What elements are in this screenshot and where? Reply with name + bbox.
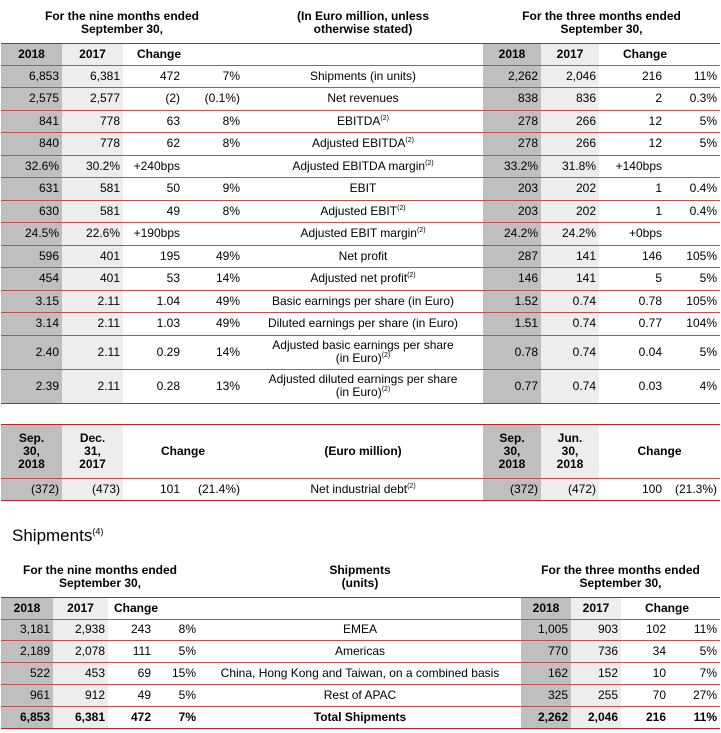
table-row — [1, 641, 720, 663]
col-sep-2018: Sep. 30, 2018 — [1, 425, 62, 479]
cell: 30.2% — [62, 155, 123, 178]
cell: 32.6% — [1, 155, 62, 178]
label-text: Adjusted basic earnings per share — [272, 338, 454, 352]
table-row — [1, 200, 720, 223]
cell: 49% — [183, 245, 243, 268]
cell: 840 — [1, 133, 62, 156]
cell: (372) — [483, 479, 541, 501]
cell: 5% — [665, 268, 720, 291]
cell: 631 — [1, 178, 62, 201]
cell: 5% — [665, 335, 720, 369]
cell: 8% — [183, 110, 243, 133]
cell: 0.4% — [665, 200, 720, 223]
footnote: (2) — [405, 137, 414, 145]
label-text: Adjusted diluted earnings per share — [268, 372, 458, 386]
cell: 105% — [665, 245, 720, 268]
cell: (0.1%) — [183, 88, 243, 111]
table-row — [1, 313, 720, 336]
shipments-heading — [12, 526, 103, 546]
cell: 49% — [183, 313, 243, 336]
col-2017: 2017 — [62, 43, 123, 65]
cell: 401 — [62, 245, 123, 268]
label-text: Basic earnings per share (in Euro) — [271, 293, 455, 308]
cell: 34 — [621, 641, 669, 663]
cell: 2.11 — [62, 369, 123, 403]
cell: 6,381 — [53, 706, 108, 728]
footnote: (2) — [381, 386, 391, 393]
col-change: Change — [123, 43, 243, 65]
cell: 22.6% — [62, 223, 123, 246]
cell: 255 — [571, 684, 621, 706]
label-text-2: (in Euro) — [335, 385, 382, 399]
row-label — [199, 619, 521, 641]
cell: 0.74 — [541, 313, 599, 336]
col-2018: 2018 — [1, 43, 62, 65]
cell: (21.3%) — [665, 479, 720, 501]
row-label — [243, 313, 483, 336]
table-row — [1, 178, 720, 201]
table-row — [1, 110, 720, 133]
cell: 10 — [621, 663, 669, 685]
cell: 12 — [599, 133, 665, 156]
cell: 14% — [183, 335, 243, 369]
col-2017: 2017 — [53, 597, 108, 619]
cell: 243 — [108, 619, 154, 641]
label-text: EBIT — [349, 181, 377, 196]
cell: 7% — [183, 65, 243, 88]
cell: 141 — [541, 245, 599, 268]
cell: 5% — [665, 110, 720, 133]
cell: 454 — [1, 268, 62, 291]
cell: 141 — [541, 268, 599, 291]
cell: 0.04 — [599, 335, 665, 369]
cell: 0.77 — [599, 313, 665, 336]
cell: 24.5% — [1, 223, 62, 246]
footnote: (2) — [407, 483, 416, 490]
label-text: Americas — [334, 644, 385, 659]
cell: 33.2% — [483, 155, 541, 178]
cell: 325 — [521, 684, 571, 706]
cell: 0.78 — [599, 290, 665, 313]
row-label — [199, 641, 521, 663]
row-label — [199, 706, 521, 728]
cell: 581 — [62, 200, 123, 223]
cell: 202 — [541, 178, 599, 201]
cell: 6,853 — [1, 65, 62, 88]
label-text: Adjusted net profit — [310, 271, 408, 286]
cell: 841 — [1, 110, 62, 133]
cell: 9% — [183, 178, 243, 201]
cell: 0.4% — [665, 178, 720, 201]
cell: 203 — [483, 178, 541, 201]
cell — [183, 223, 243, 246]
table-row — [1, 65, 720, 88]
cell: 2,262 — [521, 706, 571, 728]
cell: 778 — [62, 110, 123, 133]
cell: 472 — [123, 65, 183, 88]
label-text: Adjusted EBITDA — [312, 136, 406, 151]
cell: 0.74 — [541, 369, 599, 403]
cell: 0.74 — [541, 290, 599, 313]
label-text: Net profit — [338, 248, 388, 263]
col-change: Change — [108, 597, 199, 619]
table-row — [1, 268, 720, 291]
table-row — [1, 335, 720, 369]
cell: 4% — [665, 369, 720, 403]
row-label — [243, 110, 483, 133]
table-row — [1, 663, 720, 685]
col-dec-2017: Dec. 31, 2017 — [62, 425, 123, 479]
cell: 11% — [669, 619, 720, 641]
footnote: (4) — [92, 526, 104, 537]
col-change-q: Change — [599, 425, 720, 479]
cell: 287 — [483, 245, 541, 268]
cell: +190bps — [123, 223, 183, 246]
cell: 778 — [62, 133, 123, 156]
table-row — [1, 155, 720, 178]
footnote: (2) — [416, 227, 426, 235]
label-text: Adjusted EBITDA margin — [292, 158, 426, 173]
label-text: Adjusted EBIT — [320, 203, 398, 218]
label-text: Diluted earnings per share (in Euro) — [267, 316, 459, 331]
cell: 105% — [665, 290, 720, 313]
cell: 101 — [123, 479, 183, 501]
cell: 1.03 — [123, 313, 183, 336]
col-2018-q: 2018 — [483, 43, 541, 65]
cell: 5% — [154, 684, 199, 706]
label-text: Shipments (in units) — [309, 68, 417, 83]
cell: 100 — [599, 479, 665, 501]
row-label — [199, 684, 521, 706]
cell: 49 — [123, 200, 183, 223]
row-label — [243, 245, 483, 268]
row-label — [243, 223, 483, 246]
col-2017-q: 2017 — [571, 597, 621, 619]
cell: 912 — [53, 684, 108, 706]
cell: 146 — [483, 268, 541, 291]
row-label — [243, 290, 483, 313]
table-row — [1, 245, 720, 268]
cell: 0.03 — [599, 369, 665, 403]
table-row — [1, 684, 720, 706]
table-row — [1, 223, 720, 246]
label-text: Net revenues — [327, 91, 399, 106]
cell: 2.40 — [1, 335, 62, 369]
label-text: Adjusted EBIT margin — [300, 226, 417, 241]
cell: 15% — [154, 663, 199, 685]
cell: 0.74 — [541, 335, 599, 369]
nine-months-header: For the nine months ended September 30, — [44, 8, 199, 36]
units-label: (units) — [341, 575, 379, 590]
footnote: (2) — [397, 204, 406, 212]
row-label — [243, 133, 483, 156]
cell: 12 — [599, 110, 665, 133]
cell: 0.29 — [123, 335, 183, 369]
col-2018: 2018 — [1, 597, 53, 619]
cell: 5% — [669, 641, 720, 663]
cell: 3.15 — [1, 290, 62, 313]
cell: 104% — [665, 313, 720, 336]
cell — [665, 155, 720, 178]
table-row — [1, 290, 720, 313]
cell: 146 — [599, 245, 665, 268]
cell: 216 — [621, 706, 669, 728]
table-row — [1, 133, 720, 156]
col-2018-q: 2018 — [521, 597, 571, 619]
cell: 2,938 — [53, 619, 108, 641]
cell: +0bps — [599, 223, 665, 246]
cell: 2,575 — [1, 88, 62, 111]
cell: 1 — [599, 200, 665, 223]
cell: 961 — [1, 684, 53, 706]
cell: 24.2% — [541, 223, 599, 246]
euro-million-header: (Euro million) — [243, 425, 483, 479]
cell: 5% — [154, 641, 199, 663]
cell: 62 — [123, 133, 183, 156]
cell: 49 — [108, 684, 154, 706]
cell: 8% — [183, 133, 243, 156]
cell: 14% — [183, 268, 243, 291]
cell: 49% — [183, 290, 243, 313]
cell: 2.11 — [62, 290, 123, 313]
cell: 2,577 — [62, 88, 123, 111]
cell: 13% — [183, 369, 243, 403]
cell: 1.04 — [123, 290, 183, 313]
units-header: (In Euro million, unless otherwise stated) — [296, 8, 429, 36]
cell: 7% — [154, 706, 199, 728]
cell: 152 — [571, 663, 621, 685]
cell: (473) — [62, 479, 123, 501]
cell: 2,262 — [483, 65, 541, 88]
cell: 1.52 — [483, 290, 541, 313]
row-label — [243, 65, 483, 88]
cell: 472 — [108, 706, 154, 728]
cell: 630 — [1, 200, 62, 223]
cell: 53 — [123, 268, 183, 291]
cell: 1.51 — [483, 313, 541, 336]
cell: +140bps — [599, 155, 665, 178]
cell: 0.3% — [665, 88, 720, 111]
cell: 596 — [1, 245, 62, 268]
cell: 838 — [483, 88, 541, 111]
cell: 50 — [123, 178, 183, 201]
table-row — [1, 88, 720, 111]
footnote: (2) — [407, 272, 416, 280]
cell: (2) — [123, 88, 183, 111]
col-sep-2018-q: Sep. 30, 2018 — [483, 425, 541, 479]
row-label — [243, 88, 483, 111]
cell: 278 — [483, 133, 541, 156]
cell: 770 — [521, 641, 571, 663]
cell: 401 — [62, 268, 123, 291]
cell: 2 — [599, 88, 665, 111]
cell: 278 — [483, 110, 541, 133]
cell: 266 — [541, 110, 599, 133]
cell: 63 — [123, 110, 183, 133]
cell: 903 — [571, 619, 621, 641]
table-row — [1, 369, 720, 403]
cell: 8% — [183, 200, 243, 223]
label-text: Total Shipments — [313, 709, 407, 724]
cell: 6,853 — [1, 706, 53, 728]
shipments-label: Shipments — [329, 562, 391, 577]
cell: 24.2% — [483, 223, 541, 246]
table-row — [1, 619, 720, 641]
cell: 2.11 — [62, 335, 123, 369]
heading-text: Shipments — [12, 526, 93, 545]
row-label — [243, 200, 483, 223]
cell: 11% — [669, 706, 720, 728]
cell: 102 — [621, 619, 669, 641]
cell: 0.78 — [483, 335, 541, 369]
cell: (372) — [1, 479, 62, 501]
three-months-header: For the three months ended September 30, — [541, 562, 700, 590]
cell: 581 — [62, 178, 123, 201]
label-text-2: (in Euro) — [335, 351, 382, 365]
cell: 3,181 — [1, 619, 53, 641]
cell: 2,046 — [571, 706, 621, 728]
cell: 2,078 — [53, 641, 108, 663]
cell: 31.8% — [541, 155, 599, 178]
three-months-header: For the three months ended September 30, — [522, 8, 681, 36]
label-text: China, Hong Kong and Taiwan, on a combined basis — [220, 665, 500, 680]
shipments-table — [1, 557, 720, 729]
cell: 2,046 — [541, 65, 599, 88]
cell: 27% — [669, 684, 720, 706]
cell: 2,189 — [1, 641, 53, 663]
col-change: Change — [123, 425, 243, 479]
cell: 2.39 — [1, 369, 62, 403]
col-2017-q: 2017 — [541, 43, 599, 65]
footnote: (2) — [425, 159, 434, 167]
cell: 3.14 — [1, 313, 62, 336]
cell: 202 — [541, 200, 599, 223]
cell: 266 — [541, 133, 599, 156]
cell: 8% — [154, 619, 199, 641]
label-text: Net industrial debt — [310, 482, 408, 496]
label-text: EMEA — [342, 622, 377, 637]
col-change-q: Change — [599, 43, 720, 65]
cell: 1 — [599, 178, 665, 201]
cell: +240bps — [123, 155, 183, 178]
label-text: EBITDA — [337, 113, 381, 128]
cell: 7% — [669, 663, 720, 685]
cell: 162 — [521, 663, 571, 685]
units-header — [199, 557, 521, 597]
row-label — [243, 335, 483, 369]
cell: 195 — [123, 245, 183, 268]
net-debt-table — [1, 424, 720, 501]
footnote: (2) — [381, 352, 391, 359]
row-label — [243, 178, 483, 201]
row-label — [243, 479, 483, 501]
cell: 5% — [665, 133, 720, 156]
row-label — [243, 369, 483, 403]
key-figures-table — [1, 3, 720, 404]
cell: 6,381 — [62, 65, 123, 88]
cell — [183, 155, 243, 178]
cell: 216 — [599, 65, 665, 88]
cell: 5 — [599, 268, 665, 291]
cell: 70 — [621, 684, 669, 706]
nine-months-header: For the nine months ended September 30, — [22, 562, 177, 590]
cell: 0.77 — [483, 369, 541, 403]
cell: (21.4%) — [183, 479, 243, 501]
row-label — [243, 155, 483, 178]
cell: 69 — [108, 663, 154, 685]
cell: 736 — [571, 641, 621, 663]
table-row — [1, 479, 720, 501]
cell: 453 — [53, 663, 108, 685]
cell: 1,005 — [521, 619, 571, 641]
cell — [665, 223, 720, 246]
row-label — [199, 663, 521, 685]
row-label — [243, 268, 483, 291]
cell: 2.11 — [62, 313, 123, 336]
label-text: Rest of APAC — [323, 687, 397, 702]
col-change-q: Change — [621, 597, 720, 619]
footnote: (2) — [380, 114, 389, 122]
cell: 203 — [483, 200, 541, 223]
cell: 836 — [541, 88, 599, 111]
cell: 111 — [108, 641, 154, 663]
cell: (472) — [541, 479, 599, 501]
table-row — [1, 706, 720, 728]
cell: 522 — [1, 663, 53, 685]
cell: 0.28 — [123, 369, 183, 403]
col-jun-2018: Jun. 30, 2018 — [541, 425, 599, 479]
cell: 11% — [665, 65, 720, 88]
